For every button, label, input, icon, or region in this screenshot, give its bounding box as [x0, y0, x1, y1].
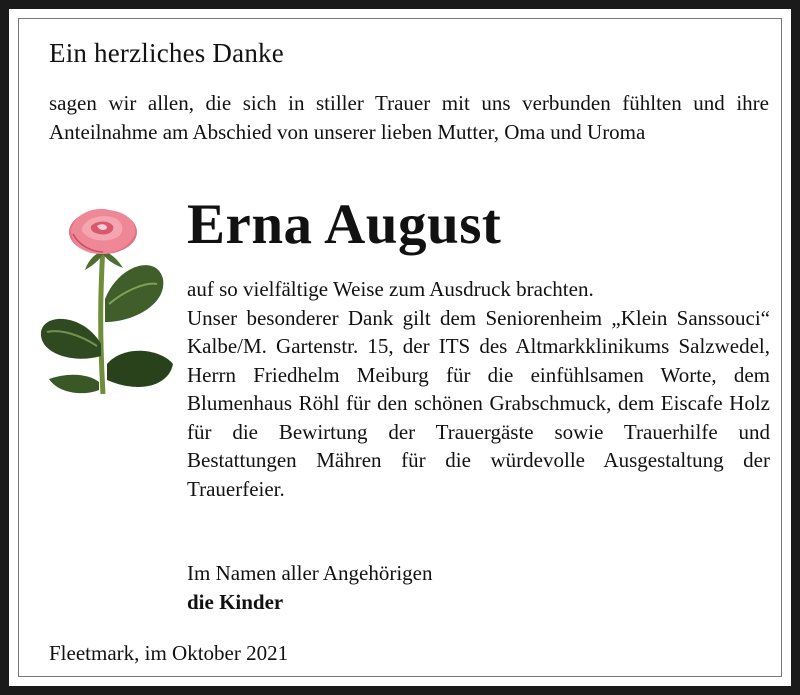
signoff [187, 559, 433, 617]
signers: die Kinder [187, 590, 284, 614]
signoff-line: Im Namen aller Angehörigen [187, 561, 433, 585]
body-paragraph: Unser besonderer Dank gilt dem Seniorenheim „Klein Sanssouci“ Kalbe/M. Gartenstr. 15, der ITS des Altmarkklinikums Salzwedel, Herrn Friedhelm Meiburg für die einfühlsamen Worte, dem Blumenhaus Röhl für den schönen Grabschmuck, dem Eiscafe Holz für die Bewirtung der Trauergäste sowie Trauerhilfe und Bestattungen Mähren für die würdevolle Ausgestaltung der Trauerfeier. [187, 305, 770, 501]
body-first-line: auf so vielfältige Weise zum Ausdruck brachten. [187, 277, 594, 301]
thanks-body [187, 275, 770, 503]
deceased-name: Erna August [187, 193, 502, 256]
intro-paragraph: sagen wir allen, die sich in stiller Trauer mit uns verbunden fühlten und ihre Anteilnahme am Abschied von unserer lieben Mutter, Oma und Uroma [49, 91, 769, 144]
place-and-date: Fleetmark, im Oktober 2021 [49, 641, 289, 665]
notice-heading: Ein herzliches Danke [49, 38, 284, 68]
rose-icon [39, 204, 179, 404]
